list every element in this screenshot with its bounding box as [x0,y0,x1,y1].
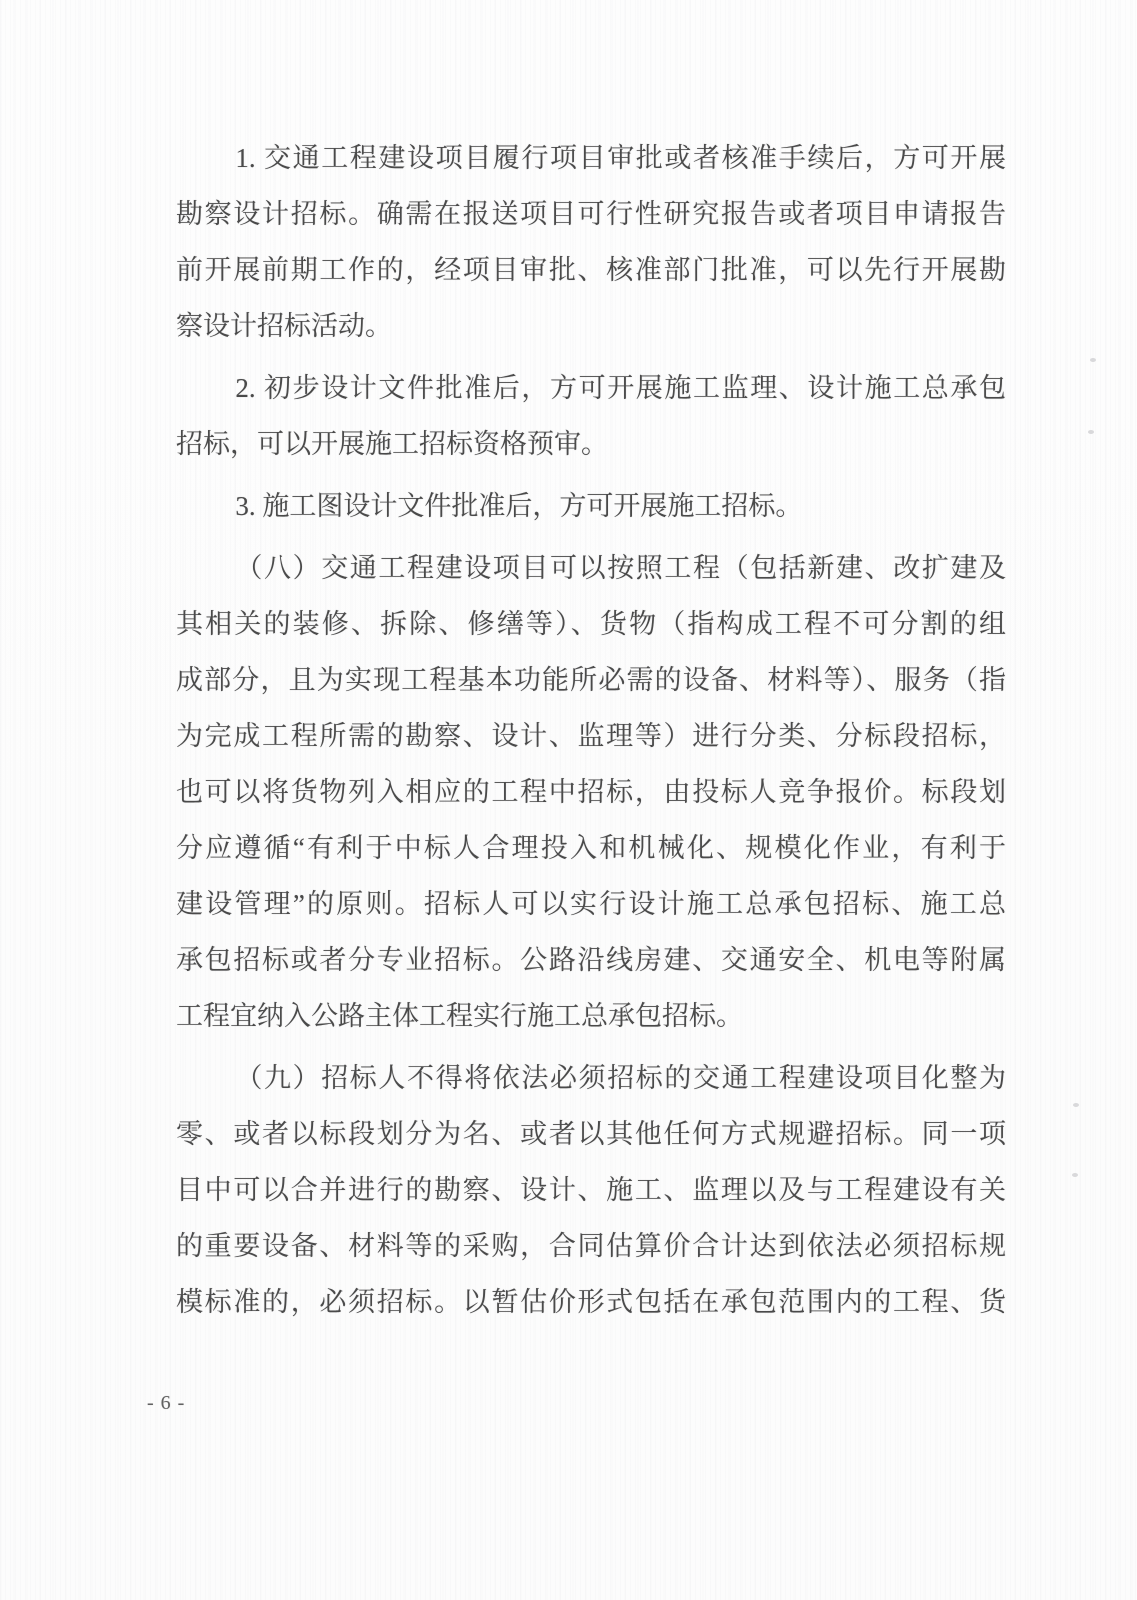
text-line: （八）交通工程建设项目可以按照工程（包括新建、改扩建及 [235,553,1006,583]
scan-speck [1072,1173,1078,1177]
paragraph-item-2 [176,360,1006,472]
text-line: （九）招标人不得将依法必须招标的交通工程建设项目化整为 [235,1063,1006,1093]
text-line: 工程宜纳入公路主体工程实行施工总承包招标。 [176,1001,743,1031]
paragraph-item-1 [176,130,1006,354]
paragraph-section-9 [176,1050,1006,1330]
text-line: 零、或者以标段划分为名、或者以其他任何方式规避招标。同一项 [176,1119,1006,1149]
text-line: 也可以将货物列入相应的工程中招标，由投标人竞争报价。标段划 [176,777,1006,807]
text-line: 为完成工程所需的勘察、设计、监理等）进行分类、分标段招标， [176,721,1006,751]
text-line: 模标准的，必须招标。以暂估价形式包括在承包范围内的工程、货 [176,1287,1006,1317]
text-line: 其相关的装修、拆除、修缮等）、货物（指构成工程不可分割的组 [176,609,1006,639]
text-line: 勘察设计招标。确需在报送项目可行性研究报告或者项目申请报告 [176,199,1006,229]
text-line: 3. 施工图设计文件批准后，方可开展施工招标。 [235,491,803,521]
text-line: 目中可以合并进行的勘察、设计、施工、监理以及与工程建设有关 [176,1175,1006,1205]
document-body [176,130,1006,1330]
scan-speck [1073,1103,1079,1107]
text-line: 2. 初步设计文件批准后，方可开展施工监理、设计施工总承包 [235,373,1006,403]
scan-speck [1090,358,1096,362]
text-line: 的重要设备、材料等的采购，合同估算价合计达到依法必须招标规 [176,1231,1006,1261]
scan-speck [1088,430,1094,434]
text-line: 建设管理”的原则。招标人可以实行设计施工总承包招标、施工总 [176,889,1006,919]
text-line: 分应遵循“有利于中标人合理投入和机械化、规模化作业，有利于 [176,833,1006,863]
paragraph-item-3 [176,478,1006,534]
text-line: 招标，可以开展施工招标资格预审。 [176,429,608,459]
text-line: 承包招标或者分专业招标。公路沿线房建、交通安全、机电等附属 [176,945,1006,975]
text-line: 前开展前期工作的，经项目审批、核准部门批准，可以先行开展勘 [176,255,1006,285]
page-number: - 6 - [147,1392,186,1414]
text-line: 察设计招标活动。 [176,311,392,341]
text-line: 成部分，且为实现工程基本功能所必需的设备、材料等）、服务（指 [176,665,1006,695]
paragraph-section-8 [176,540,1006,1044]
text-line: 1. 交通工程建设项目履行项目审批或者核准手续后，方可开展 [235,143,1006,173]
